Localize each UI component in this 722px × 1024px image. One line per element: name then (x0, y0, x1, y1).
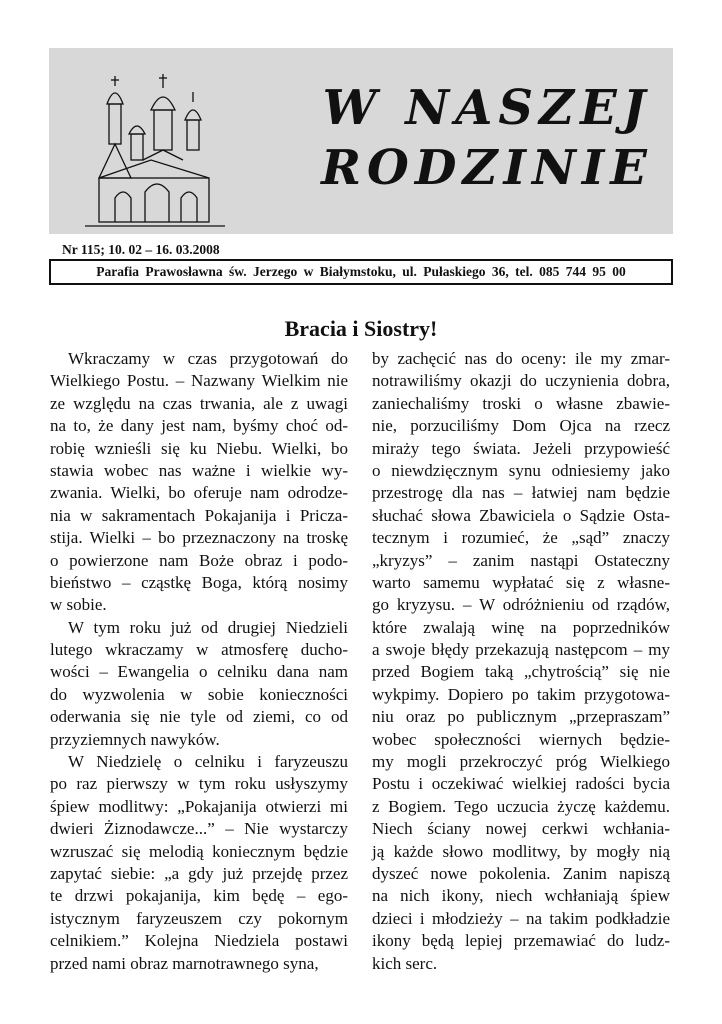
text-line: istycznym faryzeuszem czy pokornym (50, 908, 348, 928)
masthead-line-1: W NASZEJ (322, 80, 652, 136)
text-column-right (372, 348, 670, 975)
text-line: ją każde słowo modlitwy, by mogły nią (372, 841, 670, 861)
text-line: by zachęcić nas do oceny: ile my zmar- (372, 349, 670, 368)
text-line: stija. Wielki – bo przeznaczony na troskę (50, 528, 348, 548)
text-line: Postu i oczekiwać wielkiej radości bycia (372, 774, 670, 794)
text-line: notrawiliśmy okazji do uczynienia dobra, (372, 371, 670, 391)
text-line: wzruszać się melodią koniecznym będzie (50, 841, 348, 861)
text-line: warto samemu wypłatać się z własne- (372, 572, 670, 592)
text-line: wobec społeczności wiernych będzie- (372, 729, 670, 749)
text-line: o powierzone nam Boże obraz i podo- (50, 550, 348, 570)
text-line: ikony będą lepiej przemawiać do ludz- (372, 931, 670, 951)
text-line: wości – Ewangelia o celniku dana nam (50, 662, 348, 682)
text-line: a swoje błędy przekazują następcom – my (372, 640, 670, 660)
text-line: wykpimy. Dopiero po takim przygotowa- (372, 684, 670, 704)
text-line: celnikiem.” Kolejna Niedziela postawi (50, 931, 348, 951)
text-line: my mogli przekroczyć próg Wielkiego (372, 752, 670, 772)
text-line: W Niedzielę o celniku i faryzeuszu (68, 752, 348, 772)
text-line: bieństwo – cząstkę Boga, którą nosimy (50, 572, 348, 592)
text-line: z Bogiem. Tego uczucia życzę każdemu. (372, 796, 670, 816)
text-column-left (50, 348, 348, 975)
issue-number: Nr 115; 10. 02 – 16. 03.2008 (62, 242, 220, 257)
article-heading: Bracia i Siostry! (284, 316, 438, 341)
text-line: niu oraz po publicznym „przepraszam” (372, 707, 670, 727)
text-line: przyziemnych nawyków. (50, 729, 220, 749)
text-line: na nich ikony, niech wchłaniają śpiew (372, 886, 670, 906)
text-line: Wkraczamy w czas przygotowań do (68, 349, 348, 368)
church-illustration (85, 68, 225, 233)
masthead-banner (49, 48, 673, 234)
text-line: dyszeć nowe pokolenia. Zanim napiszą (372, 863, 670, 883)
text-line: na to, że dany jest nam, byśmy choć od- (50, 416, 348, 436)
text-line: W tym roku już od drugiej Niedzieli (68, 617, 348, 637)
text-line: nie, porzuciliśmy Dom Ojca na rzecz (372, 416, 670, 436)
text-line: przed nami obraz marnotrawnego syna, (50, 953, 319, 973)
text-line: lutego wkraczamy w atmosferę ducho- (50, 640, 348, 660)
text-line: oderwania się nie tyle od ziemi, co od (50, 707, 348, 727)
text-line: robię wznieśli się ku Niebu. Wielki, bo (50, 438, 348, 458)
text-line: dzieci i młodzieży – na takim podkładzie (372, 908, 670, 928)
text-line: o niewdzięcznym synu odniesiemy jako (372, 460, 670, 480)
text-line: zaniechaliśmy troski o własne zbawie- (372, 393, 670, 413)
text-line: przed Bogiem taką „chytrością” się nie (372, 662, 670, 682)
text-line: przestrogę dla nas – łatwiej nam będzie (372, 483, 670, 503)
text-line: zwania. Wielki, bo oferuje nam odrodze- (50, 483, 348, 503)
text-line: zapytać siebie: „a gdy już przejdę przez (50, 863, 348, 883)
text-line: dwieri Żiznodawcze...” – Nie wystarczy (50, 819, 348, 839)
text-line: śpiew modlitwy: „Pokajanija otwierzi mi (50, 796, 348, 816)
text-line: nia w sakramentach Pokajanija i Pricza- (50, 505, 348, 525)
masthead-title (317, 78, 657, 198)
text-line: „kryzys” – zanim nastąpi Ostateczny (372, 550, 670, 570)
masthead-line-2: RODZINIE (321, 140, 653, 196)
text-line: w sobie. (50, 595, 107, 615)
text-line: te drzwi pokajanija, kim będę – ego- (50, 886, 348, 906)
text-line: miraży tego świata. Jeżeli przypowieść (372, 438, 670, 458)
parish-info-box: Parafia Prawosławna św. Jerzego w Białymstoku, ul. Pułaskiego 36, tel. 085 744 95 00 (49, 259, 673, 285)
text-line: Niech ściany nowej cerkwi wchłania- (372, 819, 670, 839)
text-line: po raz pierwszy w tym roku usłyszymy (50, 774, 348, 794)
text-line: go kryzysu. – W odróżnieniu od rządów, (372, 595, 670, 615)
text-line: do wyzwolenia w sobie konieczności (50, 684, 348, 704)
text-line: które zwalają winę na poprzedników (372, 617, 670, 637)
text-line: kich serc. (372, 953, 438, 973)
text-line: ze względu na czas trwania, ale z uwagi (50, 393, 348, 413)
text-line: stawia wobec nas ważne i wielkie wy- (50, 460, 348, 480)
text-line: Wielkiego Postu. – Nazwany Wielkim nie (50, 371, 348, 391)
text-line: słuchać słowa Zbawiciela o Sądzie Osta- (372, 505, 670, 525)
text-line: tecznym i rozumieć, że „sąd” znaczy (372, 528, 670, 548)
